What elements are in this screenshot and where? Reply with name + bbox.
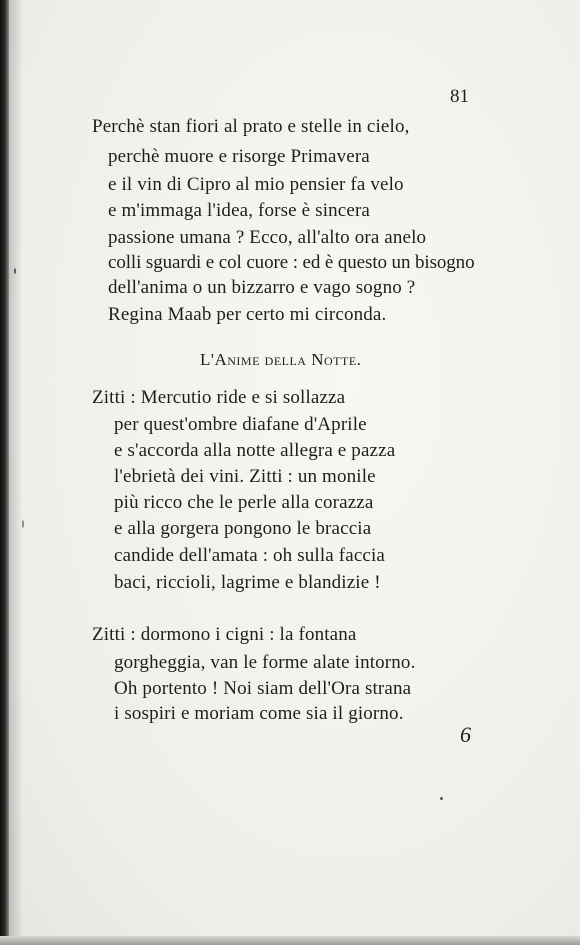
verse-line: e alla gorgera pongono le braccia bbox=[114, 518, 372, 539]
verse-line: gorgheggia, van le forme alate intorno. bbox=[114, 652, 416, 673]
verse-line: e s'accorda alla notte allegra e pazza bbox=[114, 440, 396, 461]
verse-line: per quest'ombre diafane d'Aprile bbox=[114, 414, 367, 435]
section-heading bbox=[200, 350, 361, 370]
verse-line: Zitti : dormono i cigni : la fontana bbox=[92, 624, 357, 645]
verse-line: l'ebrietà dei vini. Zitti : un monile bbox=[114, 466, 376, 487]
page-number: 81 bbox=[450, 86, 469, 107]
heading-text: nime della Notte. bbox=[227, 350, 362, 369]
verse-line: Regina Maab per certo mi circonda. bbox=[108, 304, 387, 325]
signature-mark: 6 bbox=[460, 722, 471, 747]
verse-line: Perchè stan fiori al prato e stelle in cielo, bbox=[92, 116, 410, 137]
scan-speck bbox=[22, 520, 24, 528]
heading-initial: L'A bbox=[200, 350, 228, 369]
verse-line: e m'immaga l'idea, forse è sincera bbox=[108, 200, 370, 221]
verse-line: più ricco che le perle alla corazza bbox=[114, 492, 374, 513]
binding-shadow bbox=[9, 0, 23, 945]
verse-line: i sospiri e moriam come sia il giorno. bbox=[114, 703, 404, 724]
binding-edge bbox=[0, 0, 9, 945]
scan-speck bbox=[14, 268, 16, 274]
verse-line: Zitti : Mercutio ride e si sollazza bbox=[92, 387, 346, 408]
page-bottom-edge bbox=[0, 936, 580, 945]
verse-line: dell'anima o un bizzarro e vago sogno ? bbox=[108, 277, 416, 298]
verse-line: Oh portento ! Noi siam dell'Ora strana bbox=[114, 678, 412, 699]
verse-line: passione umana ? Ecco, all'alto ora anelo bbox=[108, 227, 427, 248]
verse-line: e il vin di Cipro al mio pensier fa velo bbox=[108, 174, 404, 195]
verse-line: candide dell'amata : oh sulla faccia bbox=[114, 545, 386, 566]
scan-speck bbox=[440, 797, 443, 800]
verse-line: baci, riccioli, lagrime e blandizie ! bbox=[114, 572, 381, 593]
verse-line: perchè muore e risorge Primavera bbox=[108, 146, 370, 167]
verse-line: colli sguardi e col cuore : ed è questo un bisogno bbox=[108, 252, 475, 273]
